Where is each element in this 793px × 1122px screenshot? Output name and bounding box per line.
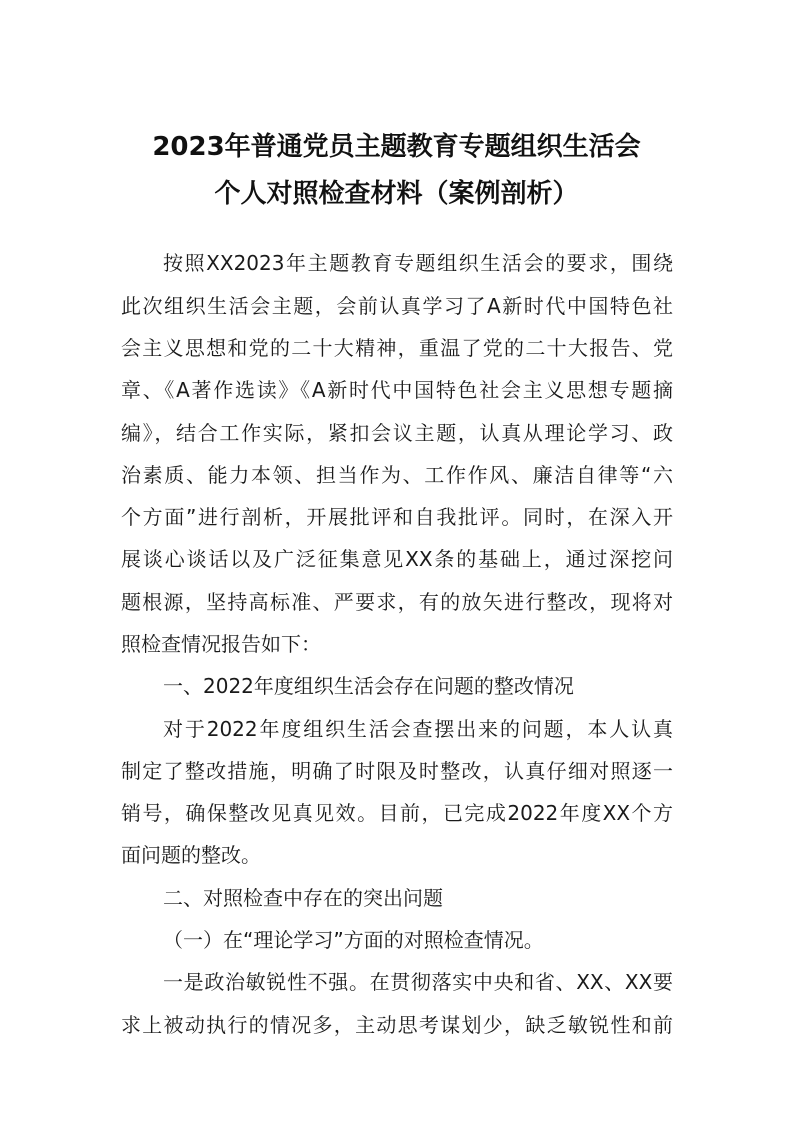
body-line: 面问题的整改。 [121, 843, 261, 867]
body-line: 照检查情况报告如下： [121, 632, 321, 656]
body-line: 题根源，坚持高标准、严要求，有的放矢进行整改，现将对 [121, 590, 673, 614]
body-line: 编》，结合工作实际，紧扣会议主题，认真从理论学习、政 [121, 421, 673, 445]
body-line: 对于2022年度组织生活会查摆出来的问题，本人认真 [163, 717, 673, 741]
body-line: 一是政治敏锐性不强。在贯彻落实中央和省、XX、XX要 [163, 970, 673, 994]
body-line: 此次组织生活会主题，会前认真学习了A新时代中国特色社 [121, 294, 673, 318]
body-line: 求上被动执行的情况多，主动思考谋划少，缺乏敏锐性和前 [121, 1013, 673, 1037]
section-heading: 一、2022年度组织生活会存在问题的整改情况 [163, 674, 574, 698]
document-title-line-2: 个人对照检查材料（案例剖析） [214, 179, 579, 209]
body-line: 章、《A著作选读》《A新时代中国特色社会主义思想专题摘 [121, 378, 673, 402]
subsection-heading: （一）在“理论学习”方面的对照检查情况。 [163, 928, 544, 952]
section-heading: 二、对照检查中存在的突出问题 [163, 886, 443, 910]
document-title-line-1: 2023年普通党员主题教育专题组织生活会 [152, 132, 641, 162]
body-line: 治素质、能力本领、担当作为、工作作风、廉洁自律等“六 [121, 463, 673, 487]
body-line: 制定了整改措施，明确了时限及时整改，认真仔细对照逐一 [121, 759, 673, 783]
body-line: 会主义思想和党的二十大精神，重温了党的二十大报告、党 [121, 336, 673, 360]
body-line: 个方面”进行剖析，开展批评和自我批评。同时，在深入开 [121, 505, 673, 529]
body-line: 销号，确保整改见真见效。目前，已完成2022年度XX个方 [121, 801, 673, 825]
body-line: 按照XX2023年主题教育专题组织生活会的要求，围绕 [163, 251, 673, 275]
body-line: 展谈心谈话以及广泛征集意见XX条的基础上，通过深挖问 [121, 547, 673, 571]
